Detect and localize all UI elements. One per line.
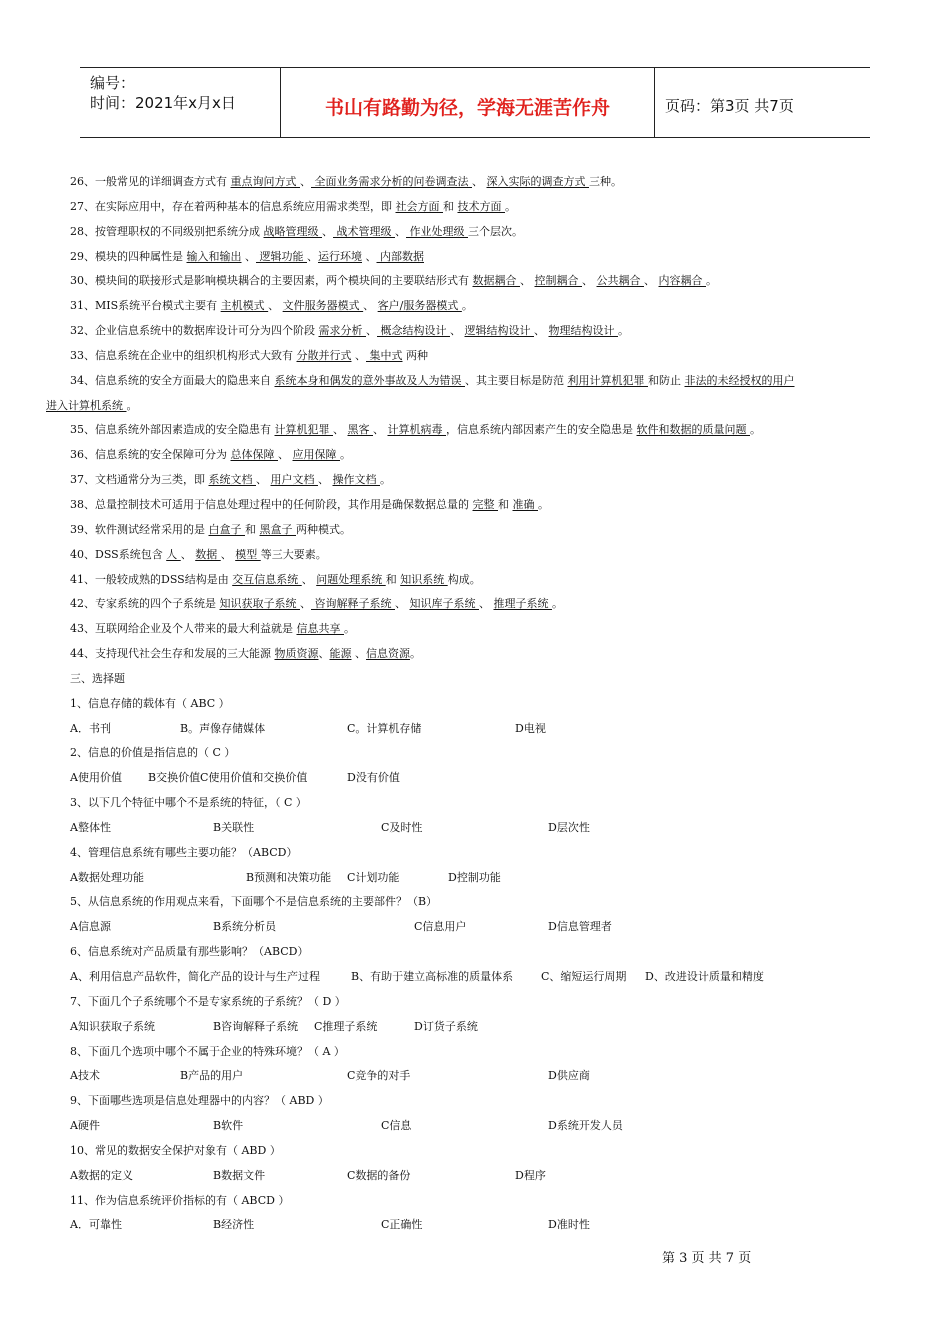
question-text: 43、互联网给企业及个人带来的最大利益就是 <box>70 622 297 636</box>
choice-option: B交换价值 <box>148 771 201 785</box>
choice-option: B咨询解释子系统 <box>213 1019 299 1033</box>
answer-blank: 系统文档 <box>208 473 256 487</box>
answer-blank: 数据 <box>195 547 221 561</box>
choice-option: D没有价值 <box>347 771 400 785</box>
question-text: 、 <box>256 473 271 487</box>
answer-blank: 人 <box>166 547 181 561</box>
doc-date-label: 时间：2021年x月x日 <box>90 94 236 112</box>
answer-blank: 推理子系统 <box>493 597 552 611</box>
choice-option: C、缩短运行周期 <box>541 970 627 983</box>
choice-question: 10、常见的数据安全保护对象有（ ABD ） <box>70 1143 281 1157</box>
choice-option: C使用价值和交换价值 <box>200 771 308 785</box>
choice-options-row <box>46 1213 916 1238</box>
answer-blank: 知识系统 <box>400 572 448 586</box>
choice-option: B经济性 <box>213 1218 255 1232</box>
fill-in-question-q34 <box>46 369 916 394</box>
choice-option: C竞争的对手 <box>347 1069 411 1083</box>
choice-option: D、改进设计质量和精度 <box>645 970 764 983</box>
question-text: 30、模块间的联接形式是影响模块耦合的主要因素，两个模块间的主要联结形式有 <box>70 274 473 288</box>
answer-blank: 概念结构设计 <box>377 324 450 338</box>
fill-in-question-q28 <box>46 220 916 245</box>
question-text: 40、DSS系统包含 <box>70 547 167 561</box>
answer-blank: 软件和数据的质量问题 <box>636 423 750 437</box>
question-text: 。 <box>340 448 351 462</box>
answer-blank: 运行环境 <box>318 249 362 263</box>
choice-option: D准时性 <box>548 1218 590 1232</box>
answer-blank: 技术方面 <box>457 199 505 213</box>
answer-blank: 输入和输出 <box>186 249 242 263</box>
question-text: 、 <box>318 473 333 487</box>
question-text: 、 <box>472 175 487 188</box>
choice-options-row <box>46 1114 916 1139</box>
fill-in-question-q43 <box>46 617 916 642</box>
header-page-cell <box>655 68 870 137</box>
answer-blank: 问题处理系统 <box>316 572 386 586</box>
question-text: 、 <box>644 274 659 288</box>
answer-blank: 全面业务需求分析的问卷调查法 <box>311 175 472 188</box>
choice-option: A整体性 <box>70 820 111 834</box>
choice-options-row <box>46 766 916 791</box>
fill-in-question-q34b <box>46 394 916 419</box>
choice-option: D系统开发人员 <box>548 1119 623 1133</box>
answer-blank: 内容耦合 <box>658 274 706 288</box>
fill-in-question-q37 <box>46 468 916 493</box>
answer-blank: 计算机病毒 <box>387 423 446 437</box>
choice-option: D供应商 <box>548 1069 590 1083</box>
choice-question: 9、下面哪些选项是信息处理器中的内容？（ ABD ） <box>70 1094 329 1108</box>
question-text: 。 <box>552 597 563 611</box>
choice-option: A信息源 <box>70 920 111 934</box>
answer-blank: 深入实际的调查方式 <box>486 175 589 188</box>
question-text: 。 <box>706 274 717 288</box>
choice-question: 11、作为信息系统评价指标的有（ ABCD ） <box>70 1193 290 1207</box>
page-indicator: 页码：第3页 共7页 <box>665 97 794 115</box>
answer-blank: 黑客 <box>347 423 373 437</box>
answer-blank: 作业处理级 <box>406 224 468 238</box>
question-text: 。 <box>750 423 761 437</box>
question-text: 41、一般较成熟的DSS结构是由 <box>70 572 233 586</box>
question-text: 、 <box>333 423 348 437</box>
question-text: ，信息系统内部因素产生的安全隐患是 <box>446 423 637 437</box>
choice-option: A数据处理功能 <box>70 870 144 884</box>
fill-in-question-q35 <box>46 418 916 443</box>
answer-blank: 数据耦合 <box>472 274 520 288</box>
question-text: 35、信息系统外部因素造成的安全隐患有 <box>70 423 275 437</box>
question-text: 29、模块的四种属性是 <box>70 249 187 263</box>
question-text: 、 <box>351 647 366 661</box>
question-text: 、 <box>450 324 465 338</box>
question-text: 、 <box>520 274 535 288</box>
question-text: 27、在实际应用中，存在着两种基本的信息系统应用需求类型，即 <box>70 199 396 213</box>
choice-option: B、有助于建立高标准的质量体系 <box>351 970 514 983</box>
question-text: 、其主要目标是防范 <box>465 373 568 387</box>
answer-blank: 白盒子 <box>208 522 245 536</box>
choice-option: C信息用户 <box>414 920 467 934</box>
question-text: 39、软件测试经常采用的是 <box>70 522 209 536</box>
answer-blank: 控制耦合 <box>534 274 582 288</box>
choice-option: C及时性 <box>381 820 423 834</box>
header-table <box>80 67 870 138</box>
question-text: 、 <box>268 299 283 313</box>
choice-question: 6、信息系统对产品质量有那些影响？（ABCD） <box>70 945 309 959</box>
question-text: 两种 <box>402 348 428 362</box>
question-text: 。 <box>505 199 516 213</box>
section-title: 三、选择题 <box>70 671 125 685</box>
fill-in-question-q42 <box>46 592 916 617</box>
question-text: 44、支持现代社会生存和发展的三大能源 <box>70 647 275 661</box>
choice-option: B软件 <box>213 1119 244 1133</box>
fill-in-question-q30 <box>46 269 916 294</box>
answer-blank: 战略管理级 <box>263 224 322 238</box>
choice-option: A知识获取子系统 <box>70 1019 155 1033</box>
choice-option: D层次性 <box>548 820 590 834</box>
answer-blank: 黑盒子 <box>259 522 296 536</box>
choice-option: A使用价值 <box>70 771 122 785</box>
question-text: 36、信息系统的安全保障可分为 <box>70 448 231 462</box>
answer-blank: 需求分析 <box>318 324 366 338</box>
question-text: 26、一般常见的详细调查方式有 <box>70 175 231 188</box>
question-text: 38、总量控制技术可适用于信息处理过程中的任何阶段，其作用是确保数据总量的 <box>70 497 473 511</box>
question-text: 、 <box>322 224 333 238</box>
choice-question: 2、信息的价值是指信息的（ C ） <box>70 746 236 760</box>
choice-options-row <box>46 915 916 940</box>
choice-options-row <box>46 816 916 841</box>
page-footer: 第 3 页 共 7 页 <box>662 1251 752 1266</box>
question-text: 。 <box>126 398 138 412</box>
answer-blank: 逻辑结构设计 <box>464 324 534 338</box>
fill-in-question-q33 <box>46 344 916 369</box>
question-text: 、 <box>395 224 406 238</box>
answer-blank: 分散并行式 <box>296 348 352 362</box>
question-text: 和防止 <box>648 373 685 387</box>
question-text: 三种。 <box>589 175 622 188</box>
question-text: 、 <box>363 299 378 313</box>
choice-option: B关联性 <box>213 820 255 834</box>
question-text: 、 <box>318 647 330 661</box>
question-text: 构成。 <box>447 572 481 586</box>
question-text: 、 <box>300 597 311 611</box>
choice-option: A．书刊 <box>70 721 111 735</box>
choice-options-row <box>46 717 916 742</box>
header-meta-cell <box>80 68 281 137</box>
question-text: 和 <box>385 572 401 586</box>
choice-question: 4、管理信息系统有哪些主要功能？（ABCD） <box>70 845 298 859</box>
answer-blank: 总体保障 <box>230 448 278 462</box>
answer-blank: 用户文档 <box>270 473 318 487</box>
document-body <box>46 170 916 1238</box>
question-text: 、 <box>301 572 317 586</box>
answer-blank: 交互信息系统 <box>232 572 302 586</box>
choice-option: D信息管理者 <box>548 920 612 934</box>
question-text: 、 <box>307 249 318 263</box>
choice-question: 1、信息存储的载体有（ ABC ） <box>70 696 230 710</box>
fill-in-question-q41 <box>46 568 916 593</box>
question-text: 31、MIS系统平台模式主要有 <box>70 299 221 313</box>
answer-blank: 物质资源 <box>274 647 319 661</box>
answer-blank: 集中式 <box>366 348 403 362</box>
question-text: 。 <box>618 324 629 338</box>
question-text: 32、企业信息系统中的数据库设计可分为四个阶段 <box>70 324 319 338</box>
answer-blank: 完整 <box>472 497 498 511</box>
answer-blank: 社会方面 <box>395 199 443 213</box>
question-text: 37、文档通常分为三类，即 <box>70 473 209 487</box>
answer-blank: 应用保障 <box>292 448 340 462</box>
answer-blank: 知识获取子系统 <box>219 597 300 611</box>
fill-in-question-q29 <box>46 245 916 270</box>
question-text: 和 <box>498 497 513 511</box>
question-text: 、 <box>395 597 410 611</box>
answer-blank: 文件服务器模式 <box>282 299 364 313</box>
question-text: 两种模式。 <box>296 522 351 536</box>
choice-option: A技术 <box>70 1069 100 1083</box>
motto-text: 书山有路勤为径，学海无涯苦作舟 <box>324 97 610 119</box>
choice-option: A硬件 <box>70 1119 100 1133</box>
choice-options-row <box>46 1015 916 1040</box>
question-text: 、 <box>220 547 236 561</box>
fill-in-question-q44 <box>46 642 916 667</box>
fill-in-question-q40 <box>46 543 916 568</box>
choice-question: 7、下面几个子系统哪个不是专家系统的子系统？（ D ） <box>70 994 346 1008</box>
fill-in-question-q32 <box>46 319 916 344</box>
question-text: 、 <box>351 348 366 362</box>
question-text: 34、信息系统的安全方面最大的隐患来自 <box>70 373 275 387</box>
doc-number-label: 编号： <box>90 74 136 92</box>
question-text: 、 <box>534 324 549 338</box>
choice-option: D程序 <box>515 1168 546 1182</box>
choice-options-row <box>46 1164 916 1189</box>
choice-option: A．可靠性 <box>70 1218 122 1232</box>
question-text: 三个层次。 <box>468 224 523 238</box>
choice-option: D电视 <box>515 721 546 735</box>
question-text: 。 <box>344 622 355 636</box>
answer-blank: 能源 <box>329 647 352 661</box>
choice-option: D控制功能 <box>448 870 501 884</box>
choice-options-row <box>46 866 916 891</box>
question-text: 等三大要素。 <box>260 547 327 561</box>
question-text: 、 <box>241 249 256 263</box>
choice-options-row <box>46 965 916 990</box>
answer-blank: 计算机犯罪 <box>274 423 333 437</box>
question-text: 和 <box>245 522 260 536</box>
answer-blank: 咨询解释子系统 <box>311 597 395 611</box>
question-text: 、 <box>300 175 311 188</box>
answer-blank: 系统本身和偶发的意外事故及人为错误 <box>274 373 465 387</box>
answer-blank: 重点询问方式 <box>230 175 300 188</box>
question-text: 。 <box>461 299 473 313</box>
choice-option: C推理子系统 <box>314 1019 378 1033</box>
choice-option: B。声像存储媒体 <box>180 721 266 735</box>
fill-in-question-q26 <box>46 170 916 195</box>
question-text: 、 <box>479 597 494 611</box>
question-text: 42、专家系统的四个子系统是 <box>70 597 220 611</box>
answer-blank: 进入计算机系统 <box>46 398 127 412</box>
choice-option: C正确性 <box>381 1218 423 1232</box>
answer-blank: 非法的未经授权的用户 <box>684 373 795 387</box>
answer-blank: 客户/服务器模式 <box>377 299 462 313</box>
question-text: 28、按管理职权的不同级别把系统分成 <box>70 224 264 238</box>
answer-blank: 模型 <box>235 547 261 561</box>
answer-blank: 知识库子系统 <box>409 597 479 611</box>
answer-blank: 主机模式 <box>220 299 269 313</box>
choice-option: A数据的定义 <box>70 1168 133 1182</box>
question-text: 。 <box>538 497 549 511</box>
choice-option: B预测和决策功能 <box>246 870 332 884</box>
answer-blank: 逻辑功能 <box>256 249 307 263</box>
answer-blank: 战术管理级 <box>333 224 395 238</box>
answer-blank: 物理结构设计 <box>548 324 618 338</box>
choice-question: 8、下面几个选项中哪个不属于企业的特殊环境？（ A ） <box>70 1044 345 1058</box>
choice-option: C信息 <box>381 1119 412 1133</box>
question-text: 。 <box>410 647 421 661</box>
question-text: 和 <box>443 199 458 213</box>
question-text: 、 <box>373 423 388 437</box>
answer-blank: 信息资源 <box>366 647 410 661</box>
fill-in-question-q31 <box>46 294 916 319</box>
answer-blank: 内部数据 <box>376 249 424 263</box>
choice-option: B产品的用户 <box>180 1069 244 1083</box>
choice-option: C计划功能 <box>347 870 400 884</box>
fill-in-question-q36 <box>46 443 916 468</box>
question-text: 、 <box>278 448 293 462</box>
question-text: 、 <box>362 249 377 263</box>
answer-blank: 操作文档 <box>332 473 380 487</box>
answer-blank: 信息共享 <box>296 622 344 636</box>
question-text: 。 <box>380 473 391 487</box>
answer-blank: 利用计算机犯罪 <box>567 373 648 387</box>
header-motto-cell <box>281 68 655 137</box>
answer-blank: 准确 <box>512 497 538 511</box>
choice-options-row <box>46 1064 916 1089</box>
choice-option: A、利用信息产品软件，简化产品的设计与生产过程 <box>70 970 320 983</box>
question-text: 33、信息系统在企业中的组织机构形式大致有 <box>70 348 297 362</box>
fill-in-question-q27 <box>46 195 916 220</box>
fill-in-question-q39 <box>46 518 916 543</box>
question-text: 、 <box>582 274 597 288</box>
choice-question: 3、以下几个特征中哪个不是系统的特征，（ C ） <box>70 796 307 810</box>
question-text: 、 <box>366 324 377 338</box>
choice-option: B数据文件 <box>213 1168 266 1182</box>
choice-option: C数据的备份 <box>347 1168 411 1182</box>
choice-option: B系统分析员 <box>213 920 277 934</box>
choice-option: C。计算机存储 <box>347 721 422 735</box>
answer-blank: 公共耦合 <box>596 274 644 288</box>
choice-question: 5、从信息系统的作用观点来看，下面哪个不是信息系统的主要部件？（B） <box>70 895 438 909</box>
choice-option: D订货子系统 <box>414 1019 478 1033</box>
question-text: 、 <box>180 547 196 561</box>
fill-in-question-q38 <box>46 493 916 518</box>
